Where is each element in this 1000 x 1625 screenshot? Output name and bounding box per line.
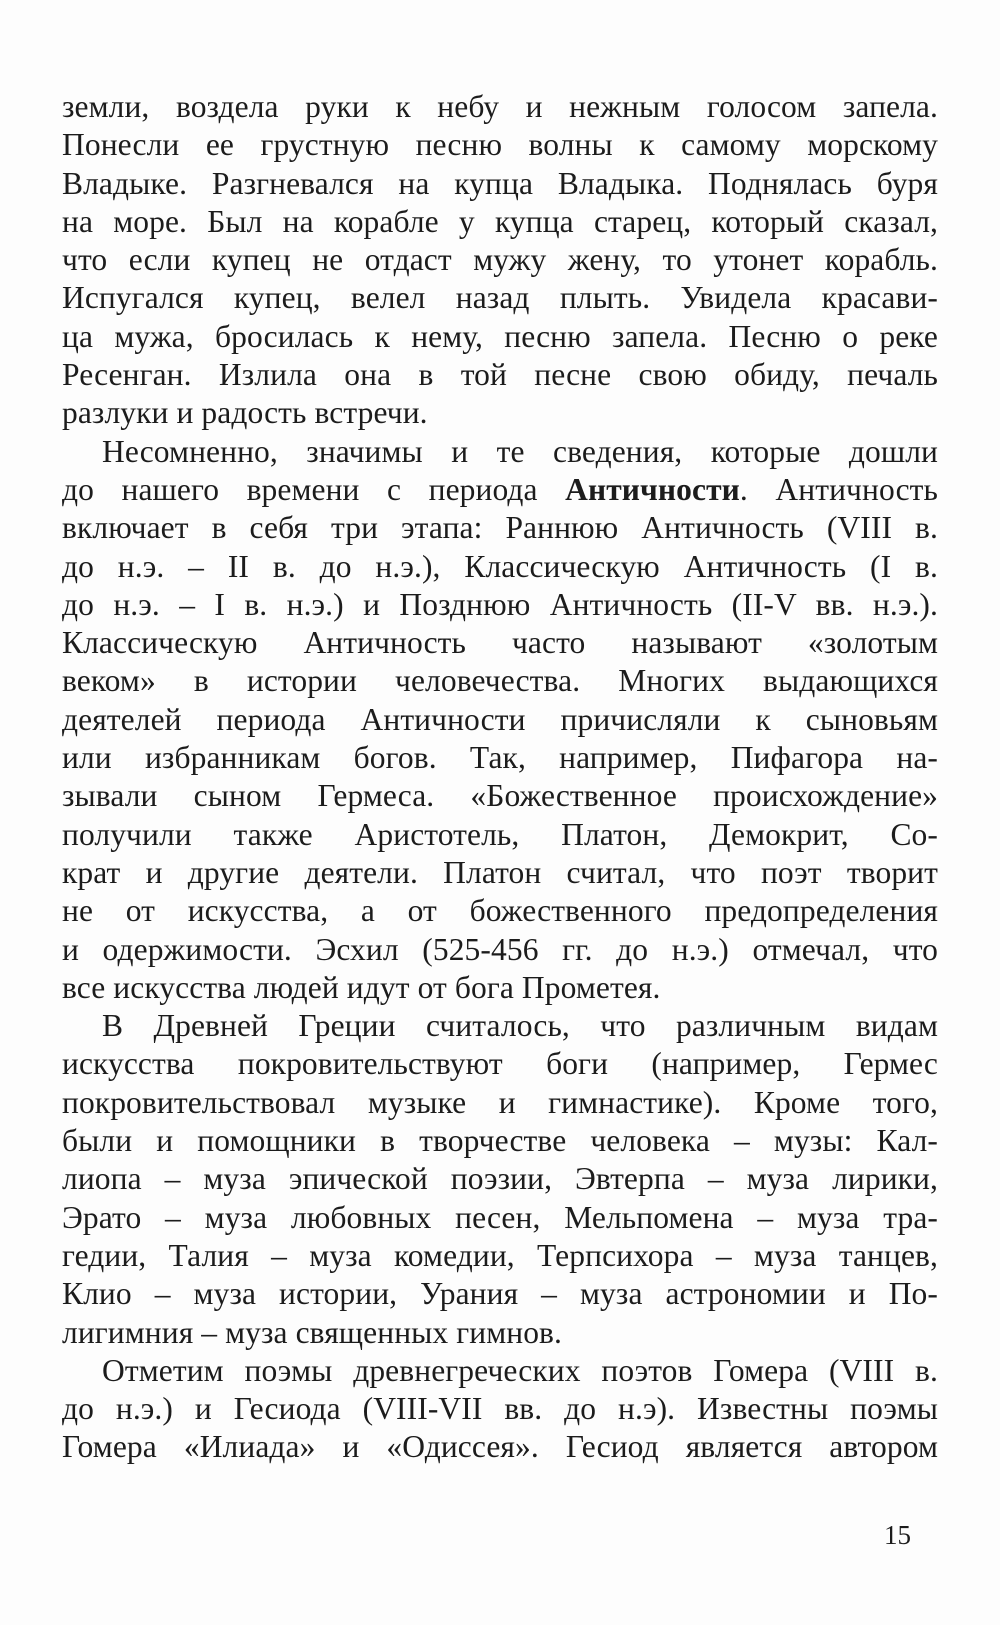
text-line: деятелей периода Античности причисляли к сыновьям (62, 701, 938, 737)
text-line: Ресенган. Излила она в той песне свою обиду, печаль (62, 357, 938, 393)
text-line: включает в себя три этапа: Раннюю Античность (VIII в. (62, 510, 938, 546)
text-line: были и помощники в творчестве человека – музы: Кал- (62, 1123, 938, 1159)
text-line: не от искусства, а от божественного предопределения (62, 893, 938, 929)
bold-term: Античности (565, 471, 740, 507)
text-line: крат и другие деятели. Платон считал, что поэт творит (62, 854, 938, 890)
text-line: В Древней Греции считалось, что различным видам (102, 1008, 938, 1044)
text-line: получили также Аристотель, Платон, Демокрит, Со- (62, 816, 938, 852)
text-line: покровительствовал музыке и гимнастике). Кроме того, (62, 1084, 938, 1120)
paragraph (62, 433, 938, 1007)
page-number: 15 (884, 1520, 911, 1550)
text-line: на море. Был на корабле у купца старец, который сказал, (62, 203, 938, 239)
text-line: земли, воздела руки к небу и нежным голосом запела. (62, 89, 938, 124)
text-segment: до нашего времени с периода (62, 471, 566, 507)
text-line (62, 471, 938, 509)
text-line: до н.э. – II в. до н.э.), Классическую Античность (I в. (62, 548, 938, 584)
body-text (62, 88, 938, 1467)
text-line: до н.э. – I в. н.э.) и Позднюю Античность (II-V вв. н.э.). (62, 586, 938, 622)
text-line: гедии, Талия – муза комедии, Терпсихора – муза танцев, (62, 1237, 938, 1273)
text-line: Гомера «Илиада» и «Одиссея». Гесиод является автором (62, 1429, 938, 1465)
text-line: Классическую Античность часто называют «золотым (62, 625, 938, 661)
text-line: лиопа – муза эпической поэзии, Эвтерпа – муза лирики, (62, 1161, 938, 1197)
text-line: что если купец не отдаст мужу жену, то утонет корабль. (62, 242, 938, 278)
text-line: или избранникам богов. Так, например, Пифагора на- (62, 740, 938, 776)
text-line: и одержимости. Эсхил (525-456 гг. до н.э.) отмечал, что (62, 931, 938, 967)
text-segment: . Античность (739, 471, 938, 507)
text-line: лигимния – муза священных гимнов. (62, 1314, 563, 1350)
text-line: искусства покровительствуют боги (например, Гермес (62, 1046, 938, 1082)
text-line: зывали сыном Гермеса. «Божественное происхождение» (62, 778, 938, 814)
text-line: все искусства людей идут от бога Прометея. (62, 969, 661, 1005)
text-line: Владыке. Разгневался на купца Владыка. Поднялась буря (62, 165, 938, 201)
text-line: Клио – муза истории, Урания – муза астрономии и По- (62, 1276, 938, 1312)
text-line: Испугался купец, велел назад плыть. Увидела красави- (62, 280, 938, 316)
text-line: веком» в истории человечества. Многих выдающихся (62, 663, 938, 699)
text-line: до н.э.) и Гесиода (VIII-VII вв. до н.э). Известны поэмы (62, 1391, 938, 1427)
paragraph (62, 88, 938, 433)
text-line: разлуки и радость встречи. (62, 395, 428, 431)
text-line: ца мужа, бросилась к нему, песню запела. Песню о реке (62, 318, 938, 354)
text-line: Эрато – муза любовных песен, Мельпомена – муза тра- (62, 1199, 938, 1235)
paragraph (62, 1352, 938, 1467)
text-line: Отметим поэмы древнегреческих поэтов Гомера (VIII в. (102, 1352, 938, 1388)
paragraph (62, 1007, 938, 1352)
text-line: Понесли ее грустную песню волны к самому морскому (62, 127, 938, 163)
text-line: Несомненно, значимы и те сведения, которые дошли (102, 433, 938, 469)
